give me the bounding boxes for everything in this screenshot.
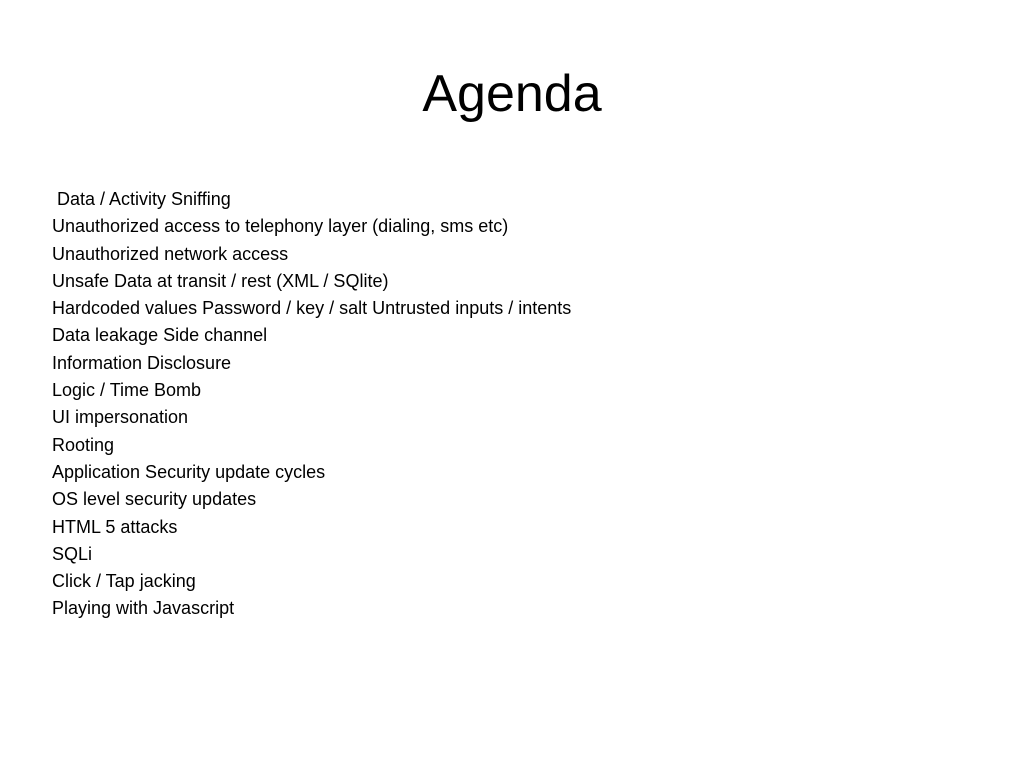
agenda-item: Click / Tap jacking [52, 571, 196, 592]
agenda-item: Data / Activity Sniffing [57, 189, 231, 209]
agenda-item: Data leakage Side channel [52, 325, 268, 346]
agenda-item: UI impersonation [52, 407, 189, 428]
agenda-item: Unauthorized network access [52, 243, 289, 264]
agenda-item: Logic / Time Bomb [52, 380, 202, 401]
agenda-item: OS level security updates [52, 489, 257, 510]
agenda-item: SQLi [52, 543, 93, 564]
agenda-item: Information Disclosure [52, 352, 232, 373]
agenda-item: Application Security update cycles [52, 461, 326, 482]
agenda-item: Unauthorized access to telephony layer (dialing, sms etc) [52, 216, 509, 237]
agenda-item: Unsafe Data at transit / rest (XML / SQlite) [52, 270, 389, 291]
agenda-item: Hardcoded values Password / key / salt Untrusted inputs / intents [52, 298, 572, 319]
slide-title: Agenda [422, 65, 602, 123]
agenda-list [52, 186, 571, 623]
agenda-item: HTML 5 attacks [52, 516, 178, 537]
agenda-item: Rooting [52, 434, 115, 455]
agenda-item: Playing with Javascript [52, 598, 235, 619]
